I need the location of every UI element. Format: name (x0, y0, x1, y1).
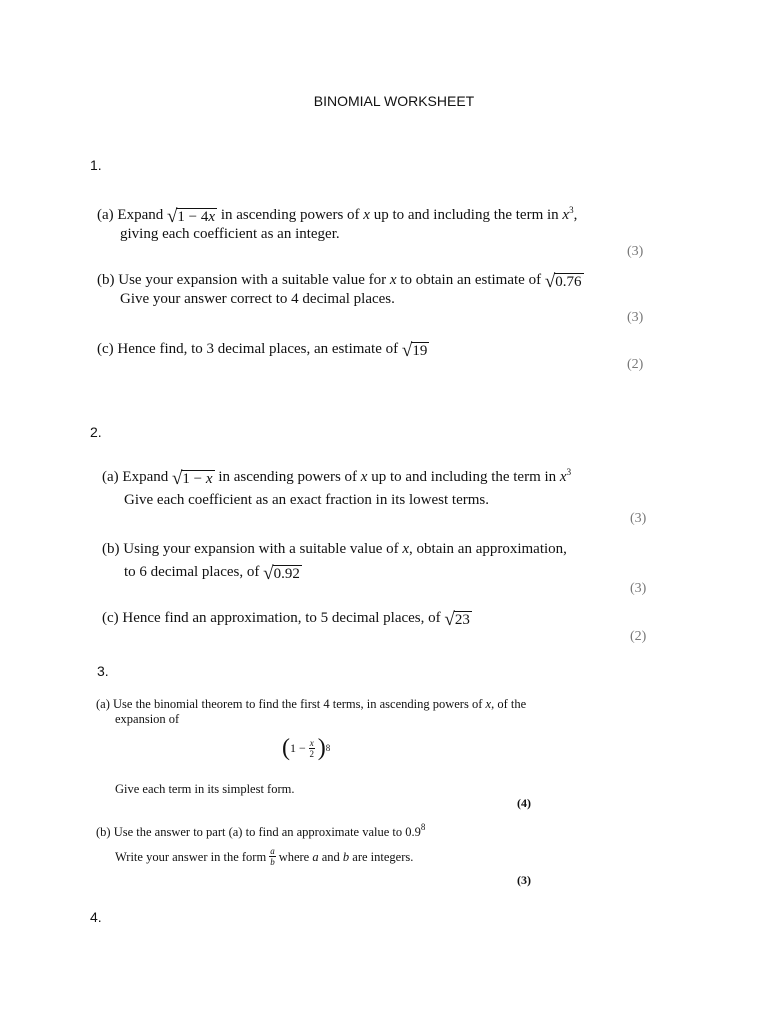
q2a-sqrt: √ 1 − x (171, 468, 213, 489)
q3a-line-3: Give each term in its simplest form. (115, 782, 295, 796)
q1c-marks: (2) (627, 357, 644, 372)
q3a-fraction: $\frac{x}{2}$ (309, 737, 315, 759)
q2b-marks: (3) (630, 581, 647, 596)
q2a-marks: (3) (630, 511, 647, 526)
question-4-number: 4. (90, 909, 102, 925)
q3b-marks: (3) (517, 873, 531, 887)
q3a-line-1: (a) Use the binomial theorem to find the first 4 terms, in ascending powers of x, of the (96, 697, 527, 711)
q1a-sqrt: √ 1 − 4x (166, 206, 216, 227)
q1a-line-2: giving each coefficient as an integer. (120, 226, 340, 242)
q2b-line-1: (b) Using your expansion with a suitable value of x, obtain an approximation, (102, 541, 567, 557)
q2c-sqrt: √ 23 (444, 609, 470, 630)
q1a-text: Expand (117, 207, 164, 223)
q3b-fraction: $\frac{a}{b}$ (270, 846, 275, 867)
q1b-line-1: (b) Use your expansion with a suitable value for x to obtain an estimate of √ 0.76 (97, 271, 582, 292)
q1c-line-1: (c) Hence find, to 3 decimal places, an estimate of √ 19 (97, 340, 428, 361)
worksheet-title: BINOMIAL WORKSHEET (313, 93, 475, 109)
q2c-marks: (2) (630, 629, 647, 644)
q2c-line-1: (c) Hence find an approximation, to 5 decimal places, of √ 23 (102, 609, 470, 630)
question-2-number: 2. (90, 424, 102, 440)
q3a-expression: ( 1 − $\frac{x}{2}$ ) 8 (282, 735, 331, 761)
q1a-line-1: (a) Expand √ 1 − 4x in ascending powers of x up to and including the term in $x^3$, (97, 205, 578, 227)
q3b-line-1: (b) Use the answer to part (a) to find an approximate value to $0.9^8$ (96, 822, 426, 839)
q3b-line-2: Write your answer in the form $\frac{a}{b}$ where a and b are integers. (115, 846, 414, 867)
q1a-label: (a) (97, 207, 114, 223)
q3a-line-2: expansion of (115, 712, 180, 726)
q2a-line-2: Give each coefficient as an exact fraction in its lowest terms. (124, 492, 489, 508)
q1b-sqrt: √ 0.76 (544, 271, 582, 292)
question-1-number: 1. (90, 157, 102, 173)
question-3-number: 3. (97, 663, 109, 679)
q1b-marks: (3) (627, 310, 644, 325)
q1b-line-2: Give your answer correct to 4 decimal places. (120, 291, 395, 307)
q3a-marks: (4) (517, 796, 531, 810)
q2a-line-1: (a) Expand √ 1 − x in ascending powers of x up to and including the term in $x^3$ (102, 467, 572, 489)
q2b-line-2: to 6 decimal places, of √ 0.92 (124, 563, 300, 584)
q1c-sqrt: √ 19 (401, 340, 428, 361)
q1a-marks: (3) (627, 244, 644, 259)
q2b-sqrt: √ 0.92 (263, 563, 300, 584)
